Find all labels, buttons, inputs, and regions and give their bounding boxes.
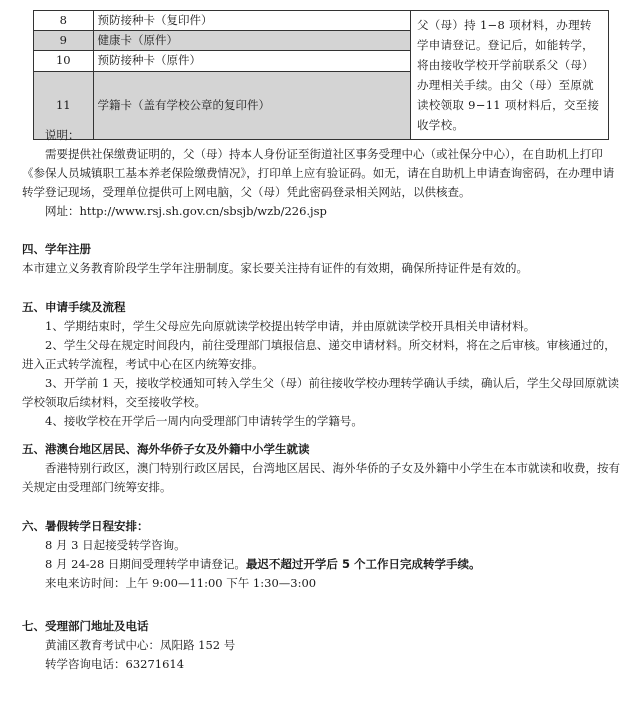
schedule-line xyxy=(22,555,622,574)
material-name: 预防接种卡（原件） xyxy=(93,51,410,71)
row-number: 11 xyxy=(34,71,94,139)
section-heading: 五、申请手续及流程 xyxy=(22,300,126,314)
section-overseas xyxy=(22,440,622,497)
list-item: 3、开学前 1 天，接收学校通知可转入学生父（母）前往接收学校办理转学确认手续，确认后，学生父母回原就读学校领取后续材料，交至接收学校。 xyxy=(22,376,619,409)
section-procedure xyxy=(22,298,622,431)
phone-line: 转学咨询电话：63271614 xyxy=(45,657,185,671)
section-heading: 六、暑假转学日程安排： xyxy=(22,519,149,533)
section-contact xyxy=(22,617,622,674)
list-item: 4、接收学校在开学后一周内向受理部门申请转学生的学籍号。 xyxy=(45,414,363,428)
schedule-deadline: 最迟不超过开学后 5 个工作日完成转学手续。 xyxy=(245,557,481,571)
row-number: 10 xyxy=(34,51,94,71)
list-item: 1、学期结束时，学生父母应先向原就读学校提出转学申请，并由原就读学校开具相关申请材料。 xyxy=(45,319,536,333)
row-number: 9 xyxy=(34,31,94,51)
procedure-note: 父（母）持 1−8 项材料，办理转学申请登记。登记后，如能转学，将由接收学校开学前联系父（母）办理相关手续。由父（母）至原就读校领取 9−11 项材料后，交至接收学校。 xyxy=(410,11,608,140)
section-body: 本市建立义务教育阶段学生学年注册制度。家长要关注持有证件的有效期，确保所持证件是有效的。 xyxy=(22,261,528,275)
table-row xyxy=(34,11,609,31)
section-body: 香港特别行政区，澳门特别行政区居民，台湾地区居民、海外华侨的子女及外籍中小学生在本市就读和收费，按有关规定由受理部门统筹安排。 xyxy=(22,461,620,494)
explanation-text: 需要提供社保缴费证明的，父（母）持本人身份证至街道社区事务受理中心（或社保分中心），在自助机上打印《参保人员城镇职工基本养老保险缴费情况》，打印单上应有验证码。如无，请在自助机上申请查询密码，在办理申请转学登记现场，受理单位提供可上网电脑，父（母）凭此密码登录相关网站，以供核查。 xyxy=(22,147,615,199)
schedule-line: 8 月 3 日起接受转学咨询。 xyxy=(45,538,186,552)
explanation-block xyxy=(22,126,622,221)
schedule-text: 8 月 24-28 日期间受理转学申请登记。 xyxy=(45,557,246,571)
row-number: 8 xyxy=(34,11,94,31)
material-name: 预防接种卡（复印件） xyxy=(93,11,410,31)
section-registration xyxy=(22,240,622,278)
section-schedule xyxy=(22,517,622,593)
list-item: 2、学生父母在规定时间段内，前往受理部门填报信息、递交申请材料。所交材料，将在之后审核。审核通过的，进入正式转学流程，考试中心在区内统筹安排。 xyxy=(22,338,616,371)
materials-table xyxy=(33,10,609,140)
material-name: 学籍卡（盖有学校公章的复印件） xyxy=(93,71,410,139)
explanation-label: 说明： xyxy=(45,128,80,142)
address-line: 黄浦区教育考试中心：凤阳路 152 号 xyxy=(45,638,236,652)
schedule-line: 来电来访时间：上午 9:00—11:00 下午 1:30—3:00 xyxy=(45,576,317,590)
material-name: 健康卡（原件） xyxy=(93,31,410,51)
section-heading: 四、学年注册 xyxy=(22,242,91,256)
section-heading: 五、港澳台地区居民、海外华侨子女及外籍中小学生就读 xyxy=(22,442,310,456)
website-line: 网址：http://www.rsj.sh.gov.cn/sbsjb/wzb/226.jsp xyxy=(45,204,327,218)
section-heading: 七、受理部门地址及电话 xyxy=(22,619,149,633)
